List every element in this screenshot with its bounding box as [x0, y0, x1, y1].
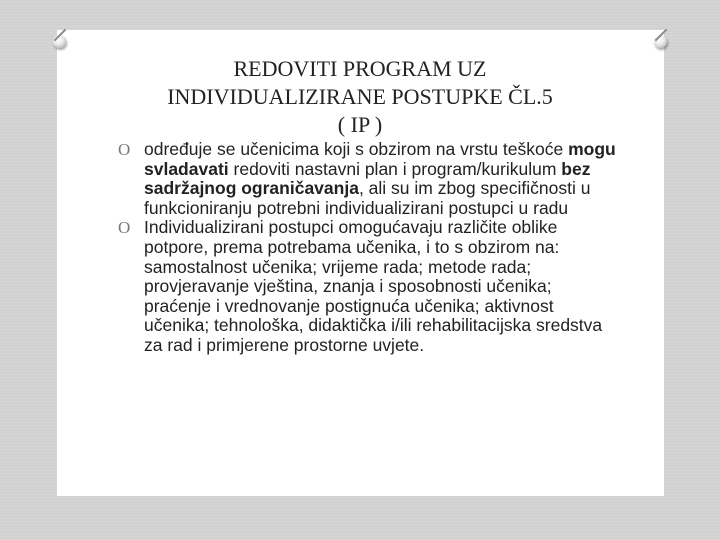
bullet-circle-icon: O [118, 140, 131, 159]
bold-text-segment: mogu svladavati [144, 139, 616, 179]
pushpin-icon [53, 35, 66, 48]
title-line: ( IP ) [337, 112, 383, 137]
bullet-item [118, 218, 618, 355]
bullet-item [118, 140, 618, 218]
bold-text-segment: bez sadržajnog ograničavanja [144, 158, 591, 199]
bullet-list [118, 140, 618, 356]
title-line: REDOVITI PROGRAM UZ [233, 56, 487, 81]
title-line: INDIVIDUALIZIRANE POSTUPKE ČL.5 [167, 84, 553, 109]
text-segment: , ali su im zbog specifičnosti u funkcioniranju potrebni individualizirani postupci u radu [144, 178, 591, 218]
bullet-circle-icon: O [118, 218, 131, 238]
text-segment: određuje se učenicima koji s obzirom na vrstu teškoće [144, 139, 569, 159]
text-segment: redoviti nastavni plan i program/kurikulum [228, 158, 562, 179]
slide-title [100, 55, 620, 139]
text-segment: Individualizirani postupci omogućavaju različite oblike potpore, prema potrebama učenika, i to s obzirom na: samostalnost učenika; vrijeme rada; metode rada; provjeravanje vještina, znanja i sposobnosti učenika; praćenje i vrednovanje postignuća učenika; aktivnost učenika; tehnološka, didaktička i/ili rehabilitacijska sredstva za rad i primjerene prostorne uvjete. [144, 217, 603, 355]
pushpin-icon [654, 35, 667, 48]
